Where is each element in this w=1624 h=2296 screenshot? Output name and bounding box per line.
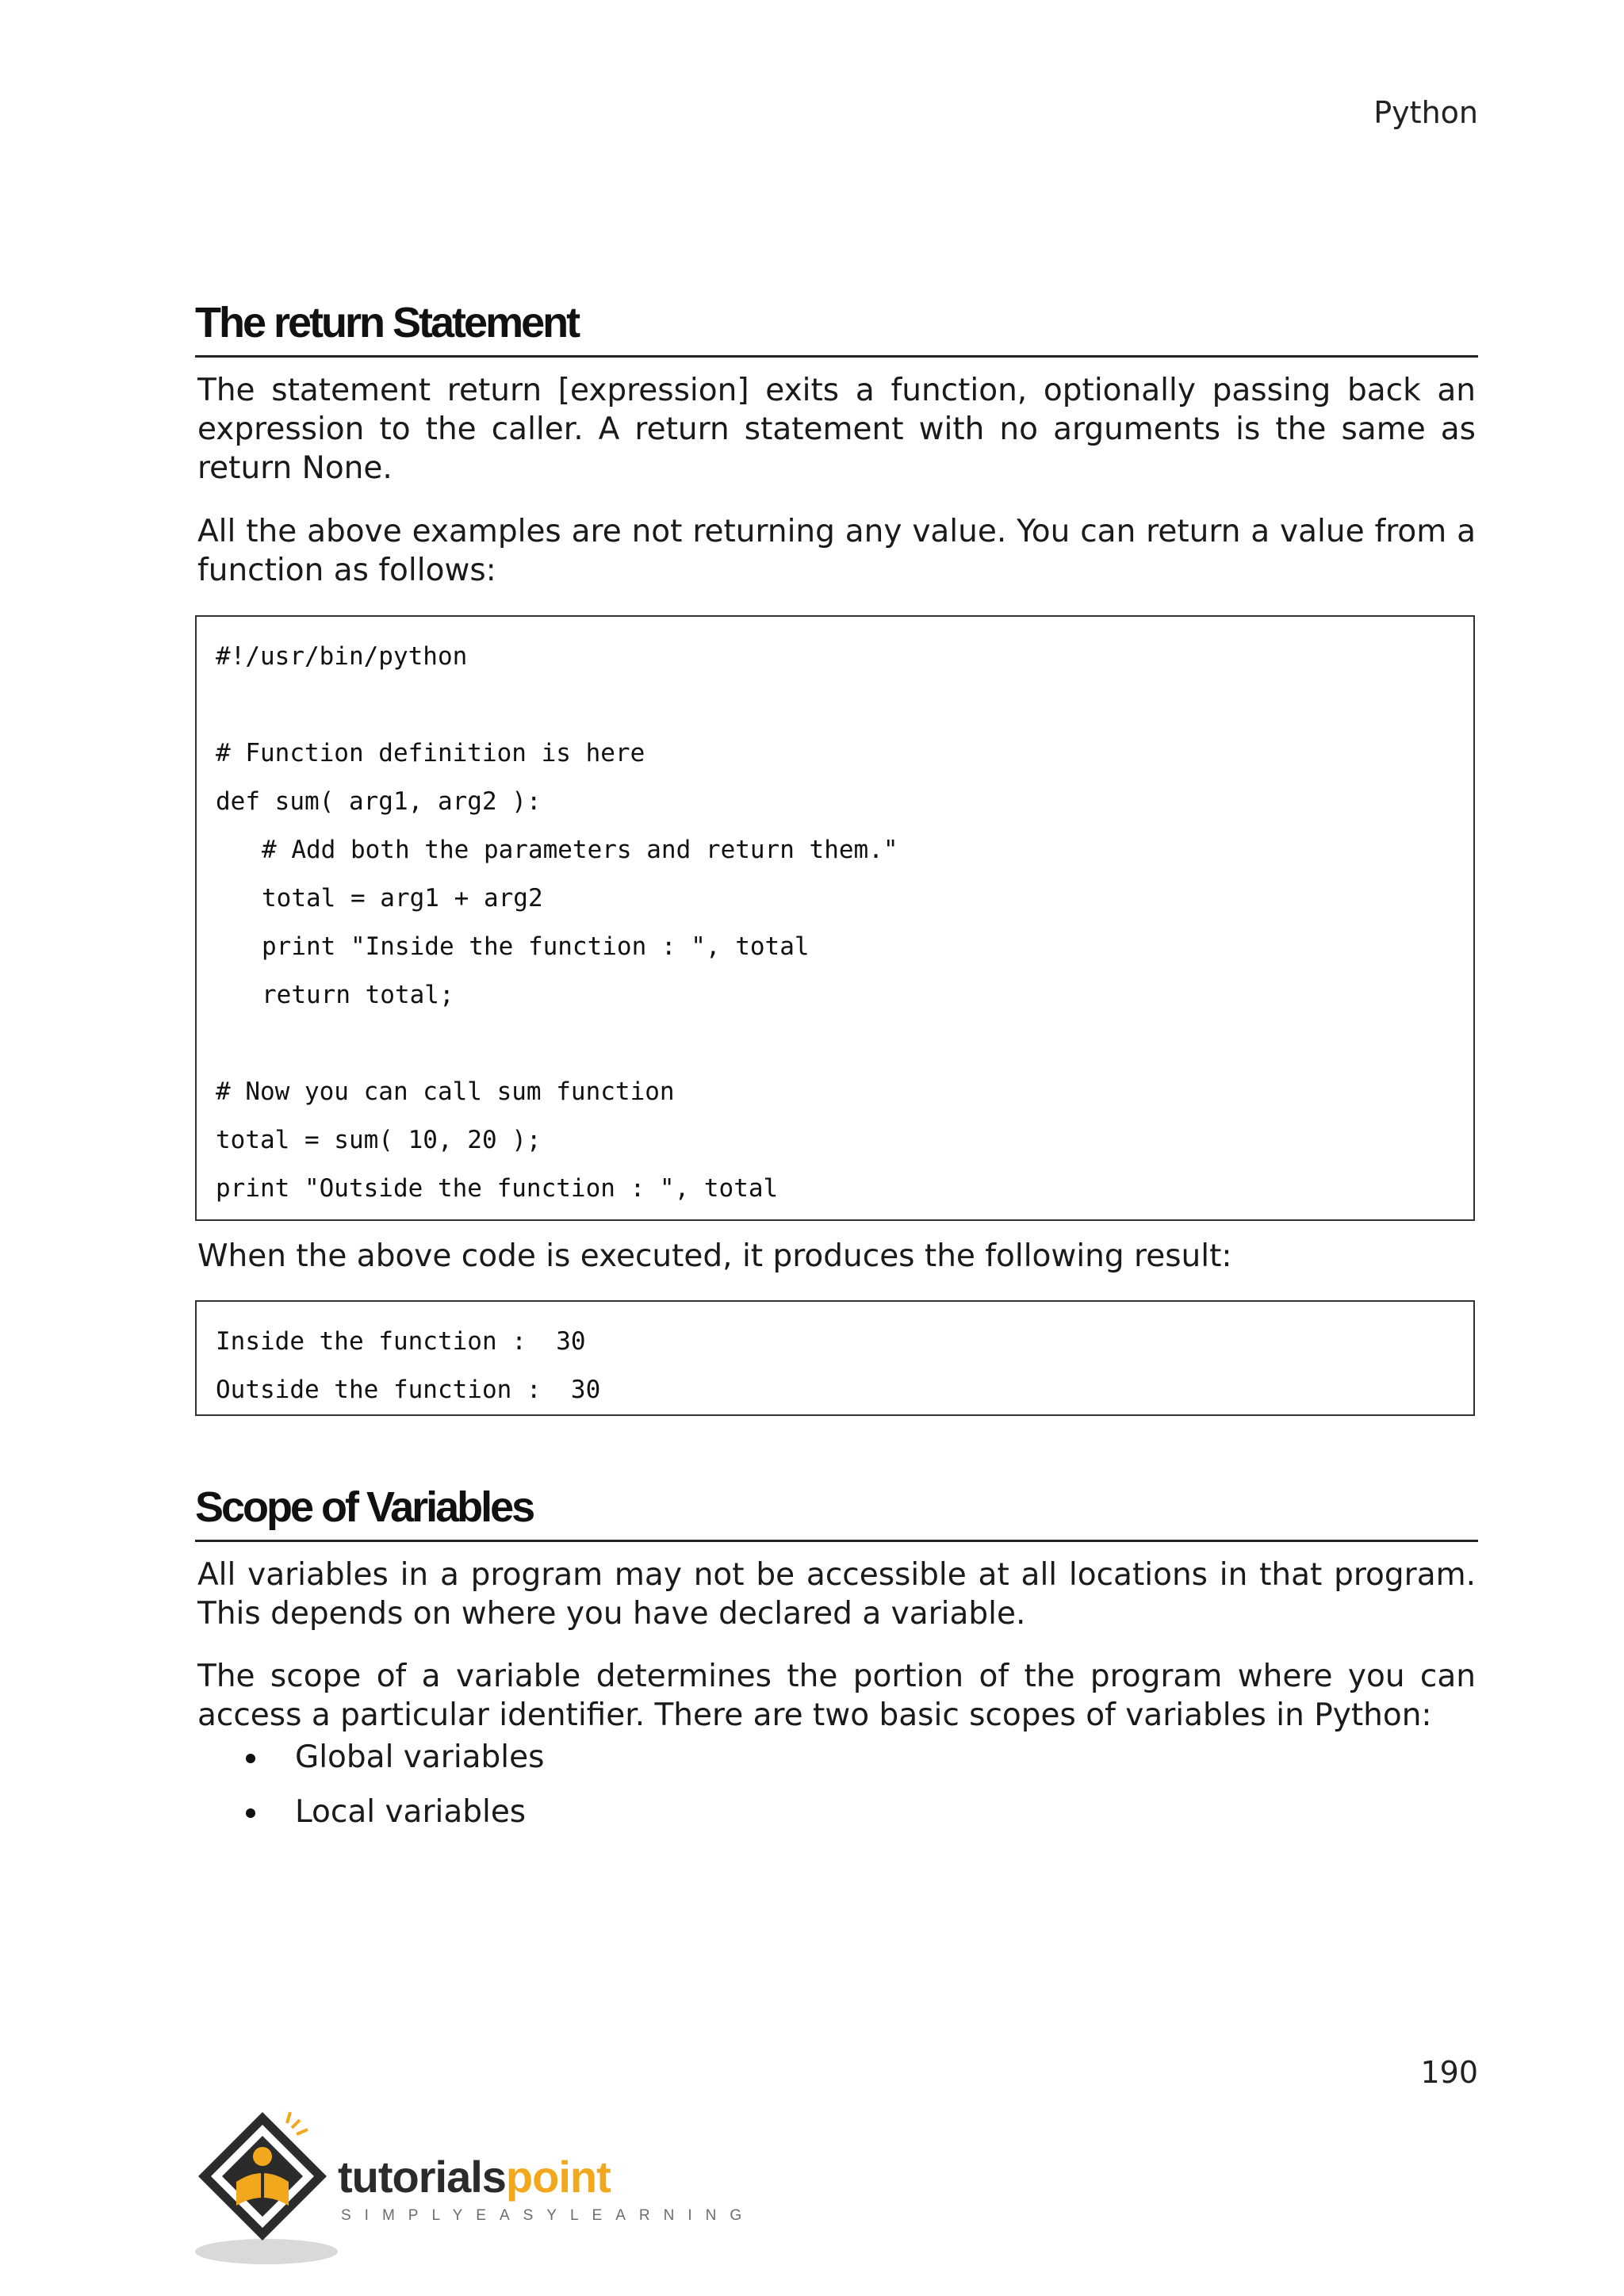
bullet-icon <box>246 1754 255 1763</box>
output-line: Inside the function : 30 <box>216 1327 586 1356</box>
code-line: # Function definition is here <box>216 739 645 767</box>
list-item-label: Global variables <box>295 1739 545 1775</box>
logo-tagline: SIMPLYEASYLEARNING <box>341 2207 756 2224</box>
scope-paragraph-2: The scope of a variable determines the portion of the program where you can access a particular identifier. There are two basic scopes of variables in Python: <box>197 1659 1476 1733</box>
code-blank-line <box>216 681 1454 729</box>
return-statement-paragraph-1: The statement return [expression] exits a function, optionally passing back an expression to the caller. A return statement with no arguments is the same as return None. <box>197 373 1476 486</box>
return-statement-paragraph-2: All the above examples are not returning any value. You can return a value from a function as follows: <box>197 514 1476 588</box>
code-line: return total; <box>262 981 454 1009</box>
code-line: print "Inside the function : ", total <box>262 932 810 961</box>
running-header: Python <box>1373 95 1478 130</box>
logo-wordmark <box>338 2153 611 2201</box>
code-line: total = sum( 10, 20 ); <box>216 1126 542 1154</box>
logo-word-point: point <box>505 2152 611 2202</box>
code-line: print "Outside the function : ", total <box>216 1174 779 1203</box>
logo-word-tutorials: tutorials <box>338 2152 506 2202</box>
code-line: # Now you can call sum function <box>216 1077 675 1106</box>
scope-bullet-list <box>246 1738 544 1847</box>
code-line: # Add both the parameters and return them." <box>262 836 898 864</box>
tutorialspoint-logo <box>195 2109 756 2267</box>
code-line: def sum( arg1, arg2 ): <box>216 787 542 816</box>
list-item-label: Local variables <box>295 1794 527 1830</box>
bullet-icon <box>246 1808 255 1818</box>
page-number: 190 <box>1420 2055 1478 2090</box>
code-blank-line <box>216 1020 1454 1068</box>
code-example-box <box>195 615 1475 1221</box>
output-line: Outside the function : 30 <box>216 1376 601 1404</box>
list-item <box>246 1793 544 1847</box>
scope-paragraph-1: All variables in a program may not be accessible at all locations in that program. This depends on where you have declared a variable. <box>197 1557 1476 1632</box>
logo-diamond-icon <box>195 2109 338 2267</box>
output-box <box>195 1300 1475 1416</box>
list-item <box>246 1738 544 1793</box>
code-line: #!/usr/bin/python <box>216 642 468 671</box>
result-intro-paragraph: When the above code is executed, it produces the following result: <box>197 1238 1232 1274</box>
section-heading-scope-of-variables: Scope of Variables <box>195 1479 1478 1542</box>
section-heading-return-statement: The return Statement <box>195 295 1478 358</box>
code-line: total = arg1 + arg2 <box>262 884 543 913</box>
